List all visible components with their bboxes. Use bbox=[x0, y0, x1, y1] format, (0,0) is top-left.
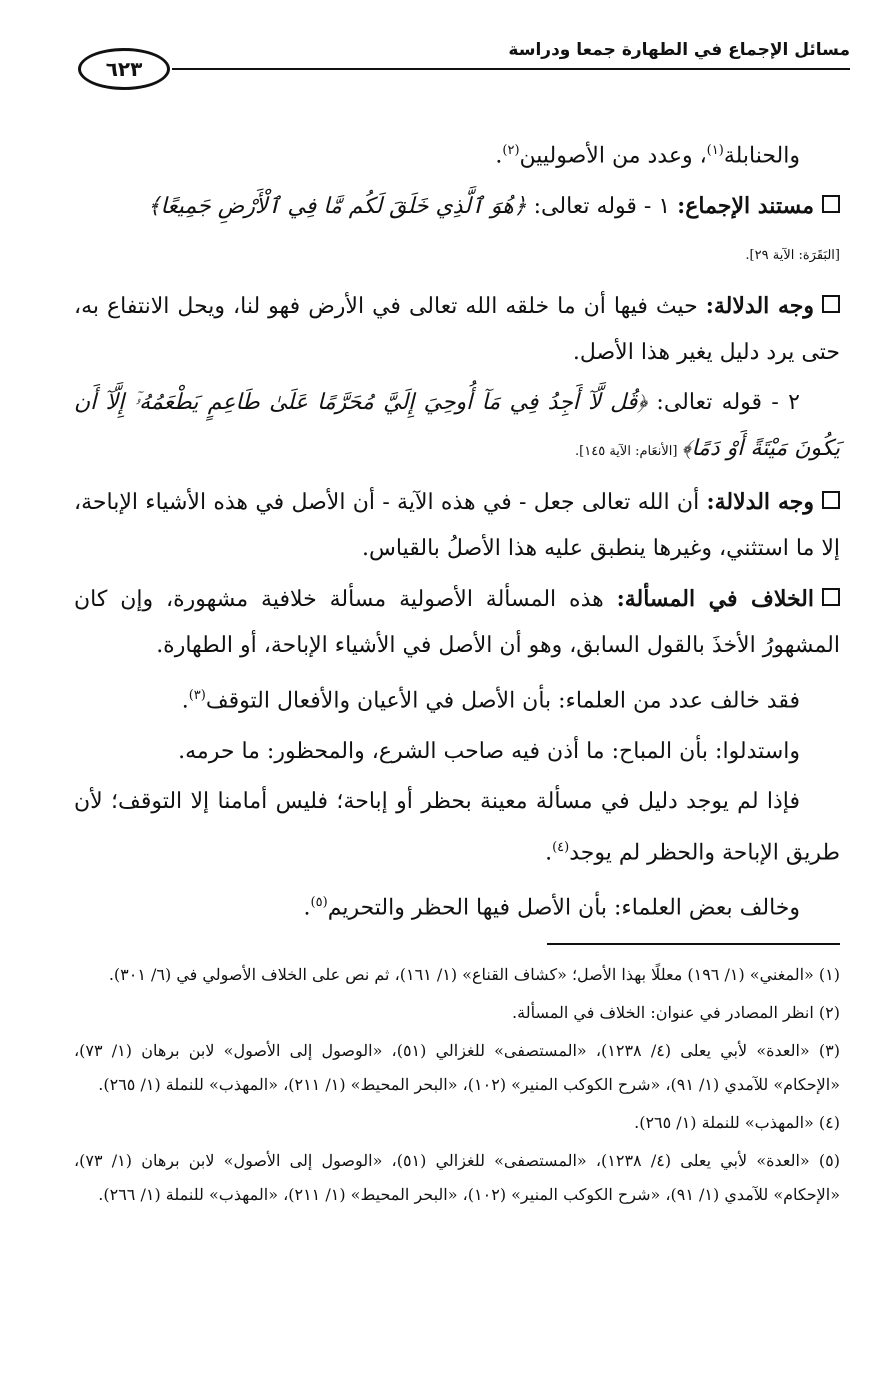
square-bullet-icon bbox=[822, 491, 840, 509]
footnote-marker: (٣) bbox=[188, 688, 206, 704]
footnote-marker: (٥) bbox=[310, 894, 328, 910]
text: . bbox=[545, 839, 553, 865]
text: فإذا لم يوجد دليل في مسألة معينة بحظر أو إباحة؛ فليس أمامنا إلا التوقف؛ لأن طريق الإباحة والحظر لم يوجد bbox=[74, 788, 840, 865]
section-label: الخلاف في المسألة: bbox=[616, 586, 814, 613]
footnote-separator bbox=[547, 943, 840, 945]
paragraph-6 bbox=[74, 576, 840, 669]
main-text bbox=[74, 128, 840, 935]
quran-verse: ﴿قُل لَّآ أَجِدُ فِي مَآ أُوحِيَ إِلَيَّ مُحَرَّمًا عَلَىٰ طَاعِمٍ يَطْعَمُهُۥٓ إِلَّآ أَن يَكُونَ مَيْتَةً أَوْ دَمًا﴾ bbox=[74, 390, 840, 462]
paragraph-2 bbox=[74, 183, 840, 279]
text: . bbox=[303, 895, 311, 921]
text: . bbox=[495, 143, 503, 169]
text: وخالف بعض العلماء: بأن الأصل فيها الحظر والتحريم bbox=[327, 895, 800, 921]
text: أن الله تعالى جعل - في هذه الآية - أن الأصل في هذه الأشياء الإباحة، إلا ما استثني، وغيرها ينطبق عليه هذا الأصلُ بالقياس. bbox=[74, 490, 840, 562]
page-header bbox=[78, 38, 850, 102]
footnote-marker: (١) bbox=[706, 143, 724, 158]
running-title: مسائل الإجماع في الطهارة جمعا ودراسة bbox=[508, 40, 850, 60]
footnote-2: (٢) انظر المصادر في عنوان: الخلاف في المسألة. bbox=[512, 1003, 840, 1022]
square-bullet-icon bbox=[822, 195, 840, 213]
footnote-1: (١) «المغني» (١/ ١٩٦) معللًا بهذا الأصل؛ «كشاف القناع» (١/ ١٦١)، ثم نص على الخلاف الأصولي في (٦/ ٣٠١). bbox=[108, 965, 840, 984]
text: ، وعدد من الأصوليين bbox=[519, 143, 707, 169]
section-label: وجه الدلالة: bbox=[706, 489, 814, 516]
text: والحنابلة bbox=[723, 143, 800, 169]
verse-reference: [البَقَرَة: الآية ٢٩]. bbox=[745, 248, 840, 264]
text: هذه المسألة الأصولية مسألة خلافية مشهورة، وإن كان المشهورُ الأخذَ بالقول السابق، وهو أن الأصل في الأشياء الإباحة، أو الطهارة. bbox=[74, 587, 840, 659]
paragraph-3 bbox=[74, 283, 840, 376]
paragraph-10 bbox=[74, 880, 840, 931]
paragraph-7 bbox=[74, 673, 840, 724]
text: . bbox=[181, 688, 189, 714]
footnote-5: (٥) «العدة» لأبي يعلى (٤/ ١٢٣٨)، «المستصفى» للغزالي (٥١)، «الوصول إلى الأصول» لابن برهان (١/ ٧٣)، «الإحكام» للآمدي (١/ ٩١)، «شرح الكوكب المنير» (١٠٢)، «البحر المحيط» (١/ ٢١١)، «المهذب» للنملة (١/ ٢٦٦). bbox=[74, 1151, 840, 1204]
square-bullet-icon bbox=[822, 295, 840, 313]
footnote-3: (٣) «العدة» لأبي يعلى (٤/ ١٢٣٨)، «المستصفى» للغزالي (٥١)، «الوصول إلى الأصول» لابن برهان (١/ ٧٣)، «الإحكام» للآمدي (١/ ٩١)، «شرح الكوكب المنير» (١٠٢)، «البحر المحيط» (١/ ٢١١)، «المهذب» للنملة (١/ ٢٦٥). bbox=[74, 1041, 840, 1094]
section-label: وجه الدلالة: bbox=[705, 293, 814, 320]
verse-reference: [الأنعَام: الآية ١٤٥]. bbox=[575, 444, 682, 460]
footnote-marker: (٤) bbox=[552, 839, 570, 855]
page-number: ٦٢٣ bbox=[78, 48, 170, 90]
text: ١ - قوله تعالى: bbox=[526, 194, 678, 220]
text: ٢ - قوله تعالى: bbox=[647, 390, 800, 416]
text: حيث فيها أن ما خلقه الله تعالى في الأرض فهو لنا، ويحل الانتفاع به، حتى يرد دليل يغير هذا الأصل. bbox=[74, 294, 840, 366]
square-bullet-icon bbox=[822, 588, 840, 606]
paragraph-4 bbox=[74, 380, 840, 475]
quran-verse: ﴿هُوَ ٱلَّذِي خَلَقَ لَكُم مَّا فِي ٱلْأَرْضِ جَمِيعًا﴾ bbox=[147, 194, 527, 220]
paragraph-1 bbox=[74, 128, 840, 179]
section-label: مستند الإجماع: bbox=[677, 193, 814, 220]
footnote-4: (٤) «المهذب» للنملة (١/ ٢٦٥). bbox=[634, 1113, 840, 1132]
footnote-marker: (٢) bbox=[502, 143, 520, 158]
paragraph-9 bbox=[74, 779, 840, 876]
paragraph-5 bbox=[74, 479, 840, 572]
text: فقد خالف عدد من العلماء: بأن الأصل في الأعيان والأفعال التوقف bbox=[205, 688, 800, 714]
footnotes bbox=[74, 958, 840, 1216]
paragraph-8: واستدلوا: بأن المباح: ما أذن فيه صاحب الشرع، والمحظور: ما حرمه. bbox=[178, 738, 800, 764]
header-rule bbox=[172, 68, 850, 70]
